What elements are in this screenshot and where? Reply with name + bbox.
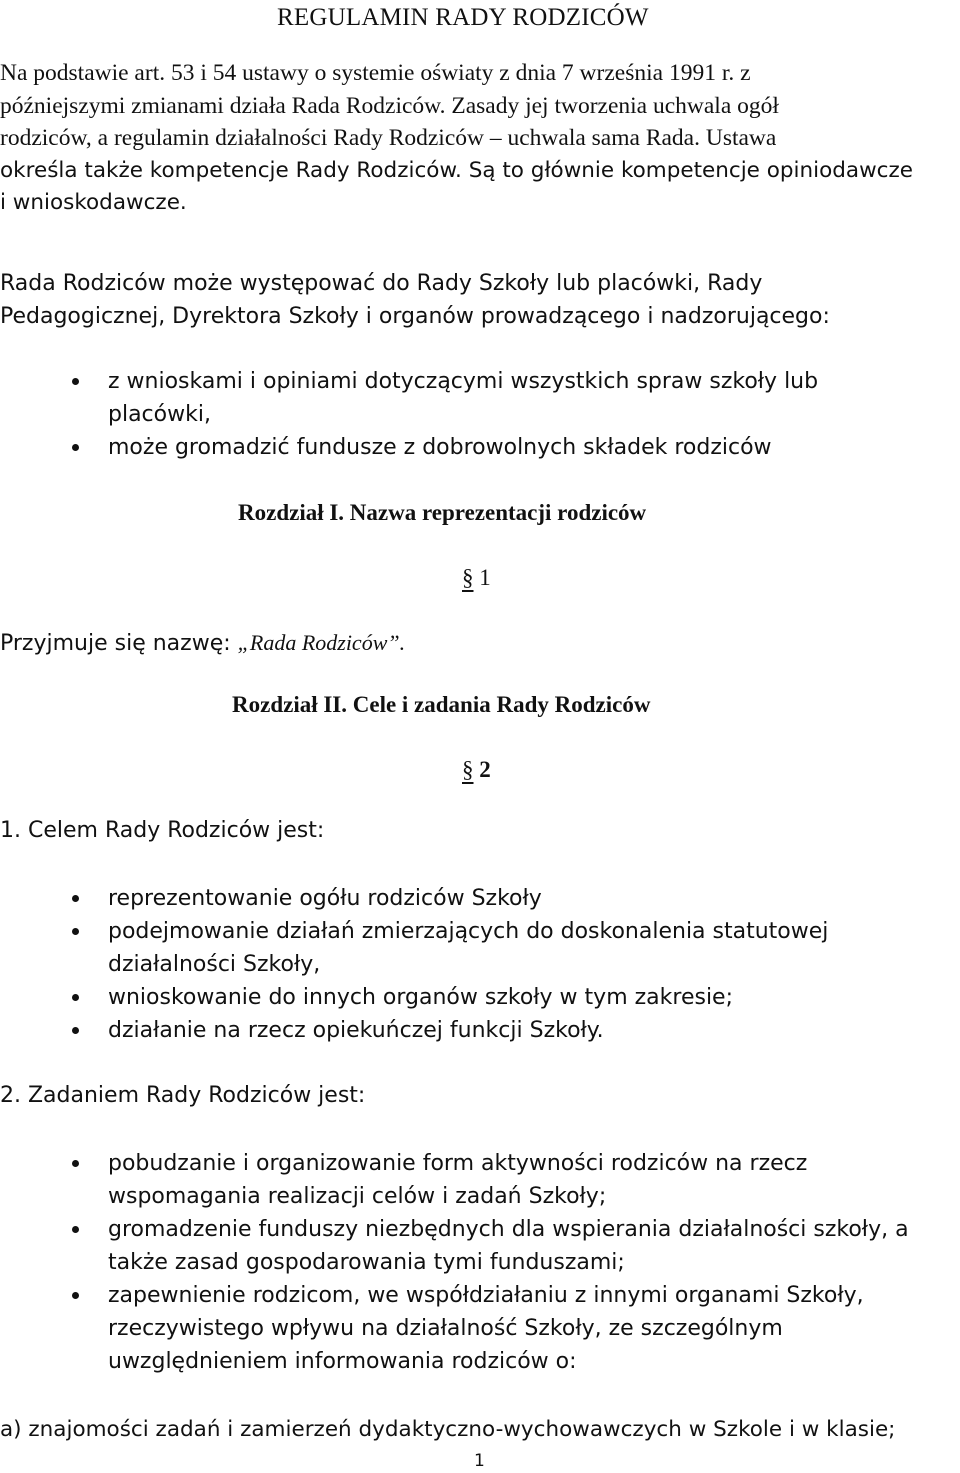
competence-line: Rada Rodziców może występować do Rady Szkoły lub placówki, Rady xyxy=(0,271,763,296)
list-item xyxy=(0,882,828,915)
list-item-line: rzeczywistego wpływu na działalność Szkoły, ze szczególnym xyxy=(108,1316,783,1341)
list-item-line: także zasad gospodarowania tymi funduszami; xyxy=(108,1250,625,1275)
list-item xyxy=(0,981,828,1014)
section-2-marker xyxy=(462,757,491,783)
document-title: REGULAMIN RADY RODZICÓW xyxy=(277,4,649,31)
council-name-quote: „Rada Rodziców”. xyxy=(237,630,406,655)
chapter-1-text xyxy=(0,630,405,656)
list-item xyxy=(0,1147,909,1213)
bullet-icon xyxy=(72,1160,79,1167)
list-item xyxy=(0,431,818,464)
bullet-icon xyxy=(72,1027,79,1034)
tasks-label: 2. Zadaniem Rady Rodziców jest: xyxy=(0,1083,366,1108)
goals-bullet-list xyxy=(0,882,828,1047)
list-item xyxy=(0,915,828,981)
list-item-line: uwzględnieniem informowania rodziców o: xyxy=(108,1349,577,1374)
intro-line: określa także kompetencje Rady Rodziców. Są to głównie kompetencje opiniodawcze xyxy=(0,157,914,183)
intro-line: późniejszymi zmianami działa Rada Rodziców. Zasady jej tworzenia uchwala ogół xyxy=(0,92,779,119)
section-symbol: § xyxy=(462,565,474,590)
list-item-line: placówki, xyxy=(108,402,211,427)
bullet-icon xyxy=(72,378,79,385)
chapter-1-heading: Rozdział I. Nazwa reprezentacji rodziców xyxy=(238,500,647,525)
intro-line: Na podstawie art. 53 i 54 ustawy o systemie oświaty z dnia 7 września 1991 r. z xyxy=(0,60,751,86)
list-item-line: wnioskowanie do innych organów szkoły w tym zakresie; xyxy=(108,985,734,1010)
list-item-line: gromadzenie funduszy niezbędnych dla wspierania działalności szkoły, a xyxy=(108,1217,909,1242)
list-item-line: podejmowanie działań zmierzających do doskonalenia statutowej xyxy=(108,919,829,944)
name-text: Przyjmuje się nazwę: xyxy=(0,631,231,656)
list-item-line: wspomagania realizacji celów i zadań Szkoły; xyxy=(108,1184,607,1209)
bullet-icon xyxy=(72,1226,79,1233)
list-item-line: pobudzanie i organizowanie form aktywności rodziców na rzecz xyxy=(108,1151,808,1176)
chapter-2-heading: Rozdział II. Cele i zadania Rady Rodziców xyxy=(232,692,651,717)
list-item-line: może gromadzić fundusze z dobrowolnych składek rodziców xyxy=(108,435,772,460)
list-item-line: działanie na rzecz opiekuńczej funkcji Szkoły. xyxy=(108,1018,604,1043)
list-item-line: reprezentowanie ogółu rodziców Szkoły xyxy=(108,886,542,911)
bullet-icon xyxy=(72,928,79,935)
intro-line: rodziców, a regulamin działalności Rady Rodziców – uchwala sama Rada. Ustawa xyxy=(0,125,777,151)
tasks-bullet-list xyxy=(0,1147,909,1378)
list-item-line: działalności Szkoły, xyxy=(108,952,321,977)
list-item xyxy=(0,1014,828,1047)
intro-paragraph xyxy=(0,57,960,220)
page-number: 1 xyxy=(474,1451,485,1471)
list-item-line: zapewnienie rodzicom, we współdziałaniu z innymi organami Szkoły, xyxy=(108,1283,864,1308)
competence-bullet-list xyxy=(0,365,818,464)
list-item xyxy=(0,1279,909,1378)
bullet-icon xyxy=(72,444,79,451)
competence-paragraph xyxy=(0,268,830,333)
list-item xyxy=(0,1213,909,1279)
intro-line: i wnioskodawcze. xyxy=(0,190,187,215)
section-number: 1 xyxy=(479,565,491,590)
sub-item-a: a) znajomości zadań i zamierzeń dydaktyczno-wychowawczych w Szkole i w klasie; xyxy=(0,1417,896,1442)
competence-line: Pedagogicznej, Dyrektora Szkoły i organów prowadzącego i nadzorującego: xyxy=(0,303,830,329)
goals-label: 1. Celem Rady Rodziców jest: xyxy=(0,818,325,843)
bullet-icon xyxy=(72,1292,79,1299)
bullet-icon xyxy=(72,895,79,902)
bullet-icon xyxy=(72,994,79,1001)
section-1-marker xyxy=(462,565,491,591)
section-symbol: § xyxy=(462,757,474,782)
list-item-line: z wnioskami i opiniami dotyczącymi wszystkich spraw szkoły lub xyxy=(108,369,819,394)
list-item xyxy=(0,365,818,431)
section-number: 2 xyxy=(479,757,491,782)
